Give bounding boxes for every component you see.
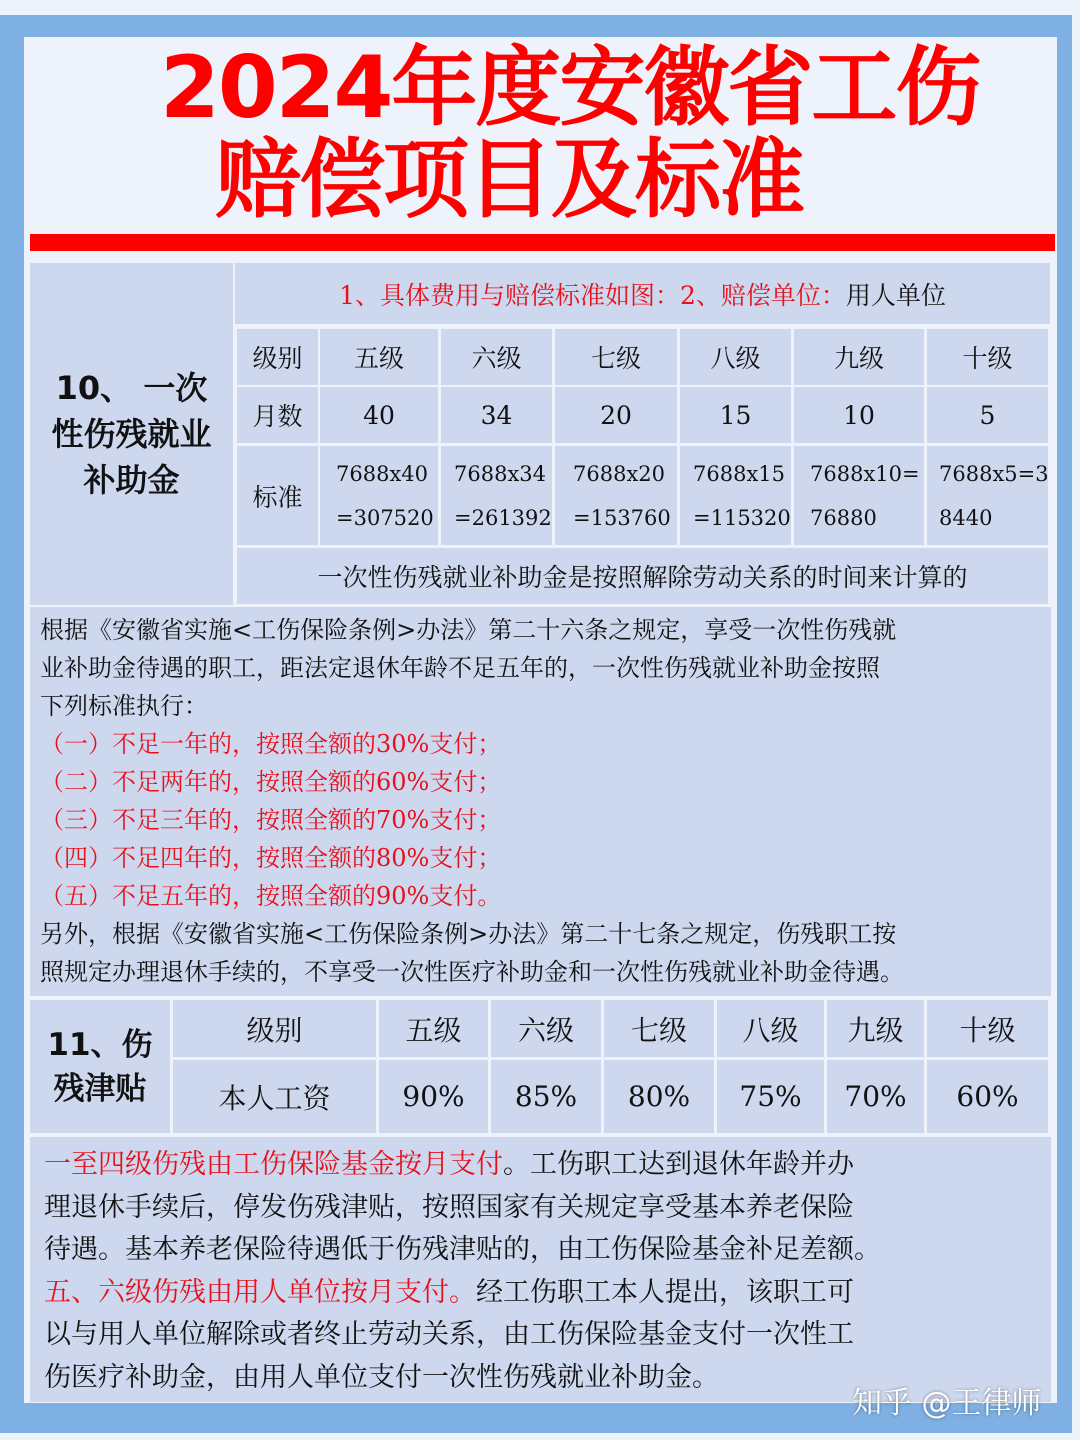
standard-result: 76880	[810, 505, 877, 530]
standard-formula: 7688x34	[454, 461, 547, 486]
rules-extra-line: 另外，根据《安徽省实施<工伤保险条例>办法》第二十七条之规定，伤残职工按	[40, 920, 897, 948]
rules-intro-line: 根据《安徽省实施<工伤保险条例>办法》第二十六条之规定，享受一次性伤残就	[40, 616, 897, 644]
allowance-notes	[30, 1137, 1051, 1402]
allowance-note-text: 以与用人单位解除或者终止劳动关系，由工伤保险基金支付一次性工	[44, 1319, 854, 1350]
section11-label	[30, 1000, 170, 1133]
section10-label-line2: 性伤残就业	[51, 415, 212, 453]
grade-cell: 七级	[604, 1000, 714, 1057]
section11-label-line1: 11、伤	[47, 1026, 153, 1063]
allowance-note-red: 一至四级伤残由工伤保险基金按月支付	[44, 1149, 503, 1180]
row-header-salary: 本人工资	[173, 1060, 376, 1133]
rules-extra-line: 照规定办理退休手续的，不享受一次性医疗补助金和一次性伤残就业补助金待遇。	[40, 958, 904, 986]
rules-item: （四）不足四年的，按照全额的80%支付；	[40, 844, 502, 872]
months-cell: 34	[441, 387, 552, 443]
percentage-cell: 90%	[379, 1060, 488, 1133]
standard-formula: 7688x15	[693, 461, 786, 486]
percentage-cell: 85%	[491, 1060, 601, 1133]
grade-cell: 八级	[680, 329, 791, 385]
standard-cell	[320, 446, 438, 545]
row-header-standard: 标准	[237, 446, 318, 545]
allowance-note-text: 待遇。基本养老保险待遇低于伤残津贴的，由工伤保险基金补足差额。	[44, 1234, 881, 1265]
section10-label-line3: 补助金	[83, 461, 180, 499]
months-cell: 40	[320, 387, 438, 443]
grade-cell: 十级	[927, 329, 1048, 385]
months-cell: 20	[555, 387, 677, 443]
grade-cell: 九级	[794, 329, 924, 385]
rules-item: （二）不足两年的，按照全额的60%支付；	[40, 768, 502, 796]
section10-note	[235, 263, 1050, 324]
grade-cell: 八级	[717, 1000, 824, 1057]
standard-formula: 7688x20	[573, 461, 666, 486]
row-header-months: 月数	[237, 387, 318, 443]
rules-item: （五）不足五年的，按照全额的90%支付。	[40, 882, 502, 910]
grade-cell: 六级	[491, 1000, 601, 1057]
standard-cell	[680, 446, 791, 545]
standard-cell	[927, 446, 1048, 545]
percentage-cell: 60%	[927, 1060, 1048, 1133]
allowance-note-text: 理退休手续后，停发伤残津贴，按照国家有关规定享受基本养老保险	[44, 1191, 854, 1223]
standard-result: =153760	[573, 505, 671, 530]
months-cell: 5	[927, 387, 1048, 443]
allowance-note-text: 伤医疗补助金，由用人单位支付一次性伤残就业补助金。	[44, 1361, 719, 1393]
section10-footer: 一次性伤残就业补助金是按照解除劳动关系的时间来计算的	[237, 548, 1048, 604]
grade-cell: 十级	[927, 1000, 1048, 1057]
watermark: 知乎 @王律师	[852, 1386, 1042, 1421]
page-title-line1: 2024年度安徽省工伤	[160, 38, 980, 138]
title-divider	[30, 234, 1055, 251]
allowance-note-text: 经工伤职工本人提出，该职工可	[476, 1276, 854, 1308]
grade-cell: 六级	[441, 329, 552, 385]
grade-cell: 九级	[827, 1000, 924, 1057]
rules-item: （一）不足一年的，按照全额的30%支付；	[40, 730, 502, 758]
standard-result: =115320	[693, 505, 791, 530]
row-header-grade: 级别	[173, 1000, 376, 1057]
percentage-cell: 70%	[827, 1060, 924, 1133]
standard-cell	[555, 446, 677, 545]
allowance-note-red: 五、六级伤残由用人单位按月支付。	[44, 1276, 476, 1308]
rules-paragraph	[30, 607, 1051, 996]
standard-formula: 7688x10=	[810, 461, 920, 486]
percentage-cell: 80%	[604, 1060, 714, 1133]
standard-cell	[794, 446, 924, 545]
page-title-line2: 赔偿项目及标准	[215, 130, 803, 230]
rules-item: （三）不足三年的，按照全额的70%支付；	[40, 806, 502, 834]
rules-intro-line: 下列标准执行：	[40, 692, 208, 720]
grade-cell: 七级	[555, 329, 677, 385]
row-header-grade: 级别	[237, 329, 318, 385]
months-cell: 15	[680, 387, 791, 443]
grade-cell: 五级	[379, 1000, 488, 1057]
months-cell: 10	[794, 387, 924, 443]
standard-formula: 7688x40	[336, 461, 429, 486]
section11-label-line2: 残津贴	[53, 1070, 147, 1107]
percentage-cell: 75%	[717, 1060, 824, 1133]
standard-result: =261392	[454, 505, 552, 530]
section10-note-black: 用人单位	[845, 280, 946, 310]
section10-label	[30, 263, 233, 605]
standard-cell	[441, 446, 552, 545]
allowance-note-text: 。工伤职工达到退休年龄并办	[503, 1149, 854, 1180]
section10-note-red: 1、具体费用与赔偿标准如图：2、赔偿单位：	[339, 280, 846, 310]
section10-label-line1: 10、 一次	[55, 369, 208, 407]
rules-intro-line: 业补助金待遇的职工，距法定退休年龄不足五年的，一次性伤残就业补助金按照	[40, 654, 880, 682]
grade-cell: 五级	[320, 329, 438, 385]
standard-result: 8440	[939, 505, 993, 530]
standard-formula: 7688x5=3	[939, 461, 1049, 486]
standard-result: =307520	[336, 505, 434, 530]
